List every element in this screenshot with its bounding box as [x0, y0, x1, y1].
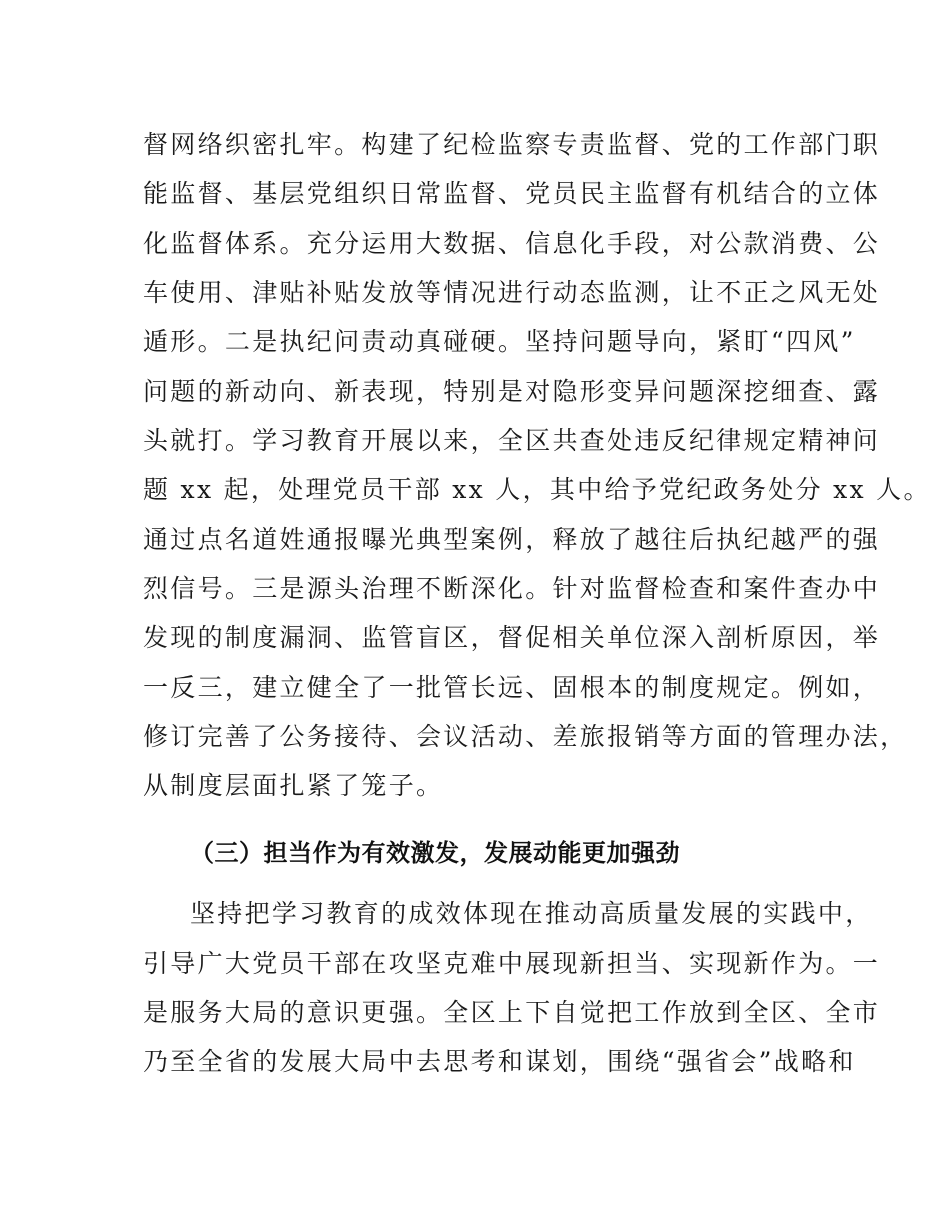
paragraph-1-line-3: 化监督体系。充分运用大数据、信息化手段，对公款消费、公 — [143, 229, 881, 258]
paragraph-1-line-8: 题 xx 起，处理党员干部 xx 人，其中给予党纪政务处分 xx 人。 — [143, 475, 931, 504]
paragraph-1-line-9: 通过点名道姓通报曝光典型案例，释放了越往后执纪越严的强 — [143, 525, 881, 554]
paragraph-1-line-7: 头就打。学习教育开展以来，全区共查处违反纪律规定精神问 — [143, 426, 881, 455]
paragraph-1-line-4: 车使用、津贴补贴发放等情况进行动态监测，让不正之风无处 — [143, 278, 881, 307]
paragraph-2-line-2: 引导广大党员干部在攻坚克难中展现新担当、实现新作为。一 — [143, 949, 881, 978]
paragraph-1-line-14: 从制度层面扎紧了笼子。 — [143, 771, 444, 800]
paragraph-1-line-1: 督网络织密扎牢。构建了纪检监察专责监督、党的工作部门职 — [143, 130, 881, 159]
paragraph-2-line-3: 是服务大局的意识更强。全区上下自觉把工作放到全区、全市 — [143, 998, 881, 1027]
paragraph-2-line-4: 乃至全省的发展大局中去思考和谋划，围绕“强省会”战略和 — [143, 1047, 856, 1076]
section-heading-3: （三）担当作为有效激发，发展动能更加强劲 — [190, 839, 680, 867]
paragraph-1-line-10: 烈信号。三是源头治理不断深化。针对监督检查和案件查办中 — [143, 574, 881, 603]
paragraph-1-line-11: 发现的制度漏洞、监管盲区，督促相关单位深入剖析原因，举 — [143, 623, 881, 652]
paragraph-2-line-1: 坚持把学习教育的成效体现在推动高质量发展的实践中， — [190, 899, 873, 928]
paragraph-1-line-6: 问题的新动向、新表现，特别是对隐形变异问题深挖细查、露 — [143, 377, 881, 406]
paragraph-1-line-5: 遁形。二是执纪问责动真碰硬。坚持问题导向，紧盯“四风” — [143, 327, 856, 356]
paragraph-1-line-13: 修订完善了公务接待、会议活动、差旅报销等方面的管理办法， — [143, 722, 908, 751]
paragraph-1-line-12: 一反三，建立健全了一批管长远、固根本的制度规定。例如， — [143, 673, 881, 702]
paragraph-1-line-2: 能监督、基层党组织日常监督、党员民主监督有机结合的立体 — [143, 179, 881, 208]
